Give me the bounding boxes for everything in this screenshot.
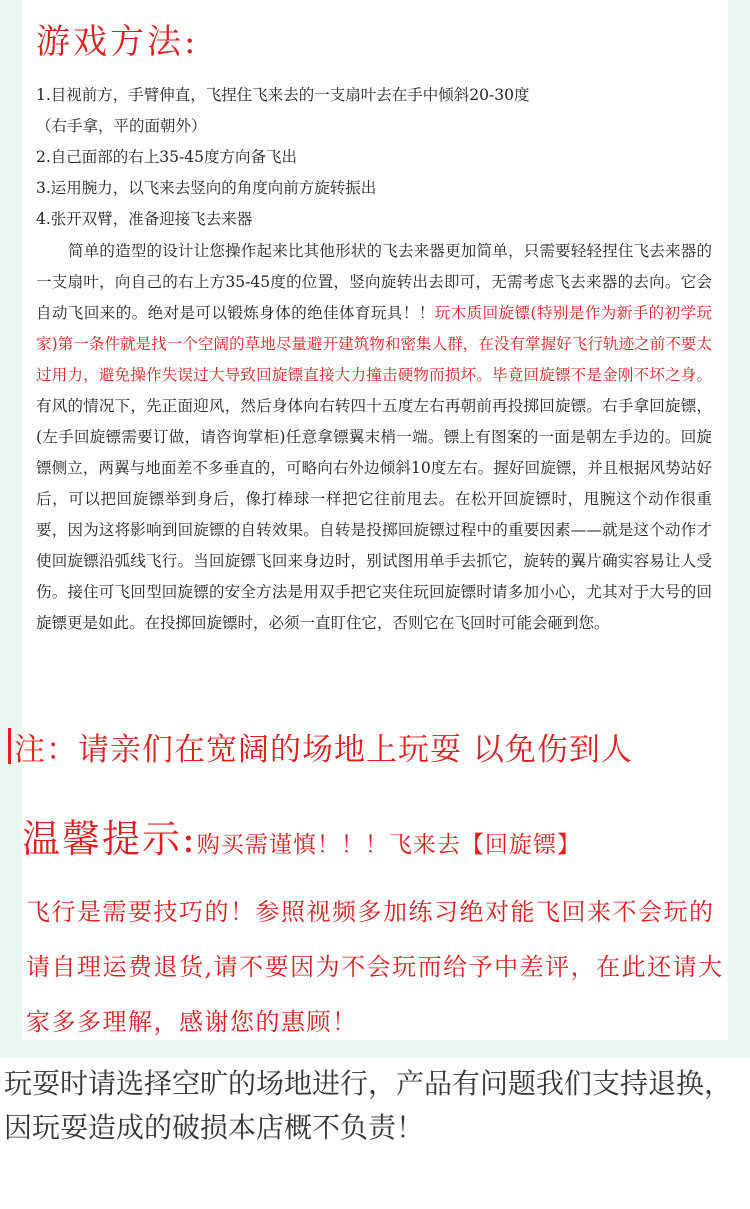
tips-header [22,808,581,863]
tips-title: 温馨提示: [22,817,197,861]
safety-notice: 注：请亲们在宽阔的场地上玩耍 以免伤到人 [14,732,633,768]
notice-accent-bar [8,728,11,764]
instructions-intro: 简单的造型的设计让您操作起来比其他形状的飞去来器更加简单，只需要轻轻捏住飞去来器的一支扇叶，向自己的右上方35-45度的位置，竖向旋转出去即可，无需考虑飞去来器的去向。它会自动飞回来的。绝对是可以锻炼身体的绝佳体育玩具！！ [36,242,712,322]
game-method-heading: 游戏方法: [36,22,199,62]
step-2: 2.自己面部的右上35-45度方向备飞出 [36,148,297,166]
steps-list [36,80,716,235]
return-policy-footer: 玩耍时请选择空旷的场地进行，产品有问题我们支持退换，因玩耍造成的破损本店概不负责！ [4,1067,733,1144]
step-1: 1.目视前方，手臂伸直，飞捏住飞来去的一支扇叶去在手中倾斜20-30度 [36,86,530,104]
tips-subtitle: 购买需谨慎！！！飞来去【回旋镖】 [196,832,581,858]
instructions-paragraph [36,236,712,639]
throwing-technique-text: 有风的情况下，先正面迎风，然后身体向右转四十五度左右再朝前再投掷回旋镖。右手拿回旋镖，(左手回旋镖需要订做，请咨询掌柜)任意拿镖翼末梢一端。镖上有图案的一面是朝左手边的。回旋镖侧立，两翼与地面差不多垂直的，可略向右外边倾斜10度左右。握好回旋镖，并且根据风势站好后，可以把回旋镖举到身后，像打棒球一样把它往前甩去。在松开回旋镖时，甩腕这个动作很重要，因为这将影响到回旋镖的自转效果。自转是投掷回旋镖过程中的重要因素——就是这个动作才使回旋镖沿弧线飞行。当回旋镖飞回来身边时，别试图用单手去抓它，旋转的翼片确实容易让人受伤。接住可飞回型回旋镖的安全方法是用双手把它夹住玩回旋镖时请多加小心，尤其对于大号的回旋镖更是如此。在投掷回旋镖时，必须一直盯住它，否则它在飞回时可能会砸到您。 [36,397,712,632]
safety-warning-text: 玩木质回旋镖(特别是作为新手的初学玩家)第一条件就是找一个空阔的草地尽量避开建筑物和密集人群，在没有掌握好飞行轨迹之前不要太过用力，避免操作失误过大导致回旋镖直接大力撞击硬物而损坏。毕竟回旋镖不是金刚不坏之身。 [36,304,712,384]
step-1-note: （右手拿，平的面朝外） [36,117,207,135]
step-3: 3.运用腕力，以飞来去竖向的角度向前方旋转振出 [36,179,377,197]
tips-body: 飞行是需要技巧的！参照视频多加练习绝对能飞回来不会玩的请自理运费退货,请不要因为不会玩而给予中差评，在此还请大家多多理解，感谢您的惠顾！ [26,898,724,1036]
step-4: 4.张开双臂，准备迎接飞去来器 [36,210,253,228]
